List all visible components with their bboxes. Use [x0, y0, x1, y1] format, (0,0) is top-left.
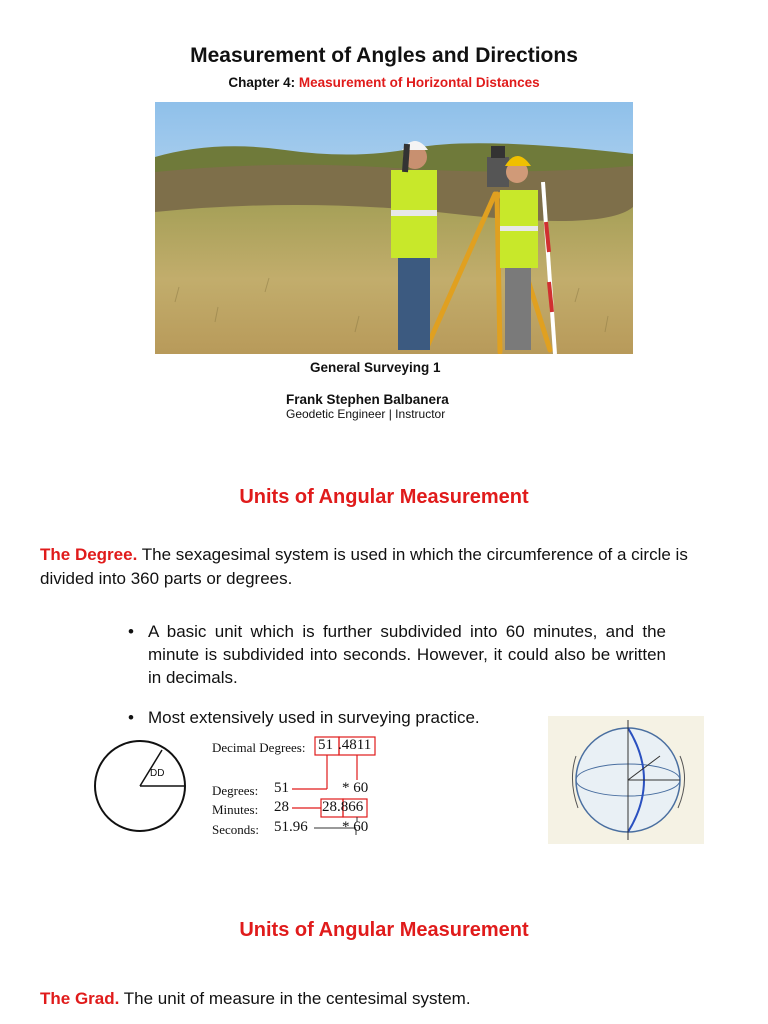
dms-conversion-diagram	[210, 736, 390, 840]
section-heading-1: Units of Angular Measurement	[239, 486, 529, 508]
degree-paragraph	[40, 543, 700, 591]
seconds-label: Seconds:	[212, 822, 259, 837]
author-role: Geodetic Engineer | Instructor	[286, 407, 446, 421]
minutes-label: Minutes:	[212, 802, 259, 817]
celestial-sphere-diagram	[548, 716, 704, 844]
grad-term: The Grad.	[40, 989, 120, 1008]
minutes-value: 28	[274, 799, 289, 815]
decimal-degrees-frac: .4811	[338, 737, 372, 753]
seconds-value: 51.96	[274, 819, 308, 835]
angle-circle-diagram	[92, 738, 188, 834]
author-name: Frank Stephen Balbanera	[286, 392, 449, 407]
times-sixty-1: * 60	[342, 780, 369, 796]
course-name: General Surveying 1	[310, 360, 441, 375]
bullet-text: A basic unit which is further subdivided into 60 minutes, and the minute is subdivided into seconds. However, it could also be written in decimals.	[148, 622, 666, 687]
grad-definition: The unit of measure in the centesimal system.	[119, 989, 471, 1008]
surveyors-photo	[155, 102, 633, 354]
decimal-degrees-int: 51	[318, 737, 333, 753]
grad-paragraph	[40, 987, 700, 1011]
minutes-decimal: 28.866	[322, 799, 364, 815]
degrees-label: Degrees:	[212, 783, 259, 798]
document-title: Measurement of Angles and Directions	[190, 44, 578, 67]
bullet-text: Most extensively used in surveying practice.	[148, 708, 480, 727]
degree-term: The Degree.	[40, 545, 138, 564]
degree-definition: The sexagesimal system is used in which the circumference of a circle is divided into 360 parts or degrees.	[40, 545, 688, 588]
degrees-value: 51	[274, 780, 289, 796]
chapter-name: Measurement of Horizontal Distances	[298, 75, 540, 90]
bullet-item-1	[128, 620, 668, 690]
chapter-line	[0, 75, 768, 90]
decimal-degrees-label: Decimal Degrees:	[212, 740, 306, 755]
section-heading-2: Units of Angular Measurement	[239, 919, 529, 941]
bullet-mark: •	[128, 622, 134, 641]
chapter-prefix: Chapter 4:	[228, 75, 296, 90]
times-sixty-2: * 60	[342, 819, 369, 835]
bullet-mark: •	[128, 708, 134, 727]
dd-label: DD	[150, 768, 165, 779]
